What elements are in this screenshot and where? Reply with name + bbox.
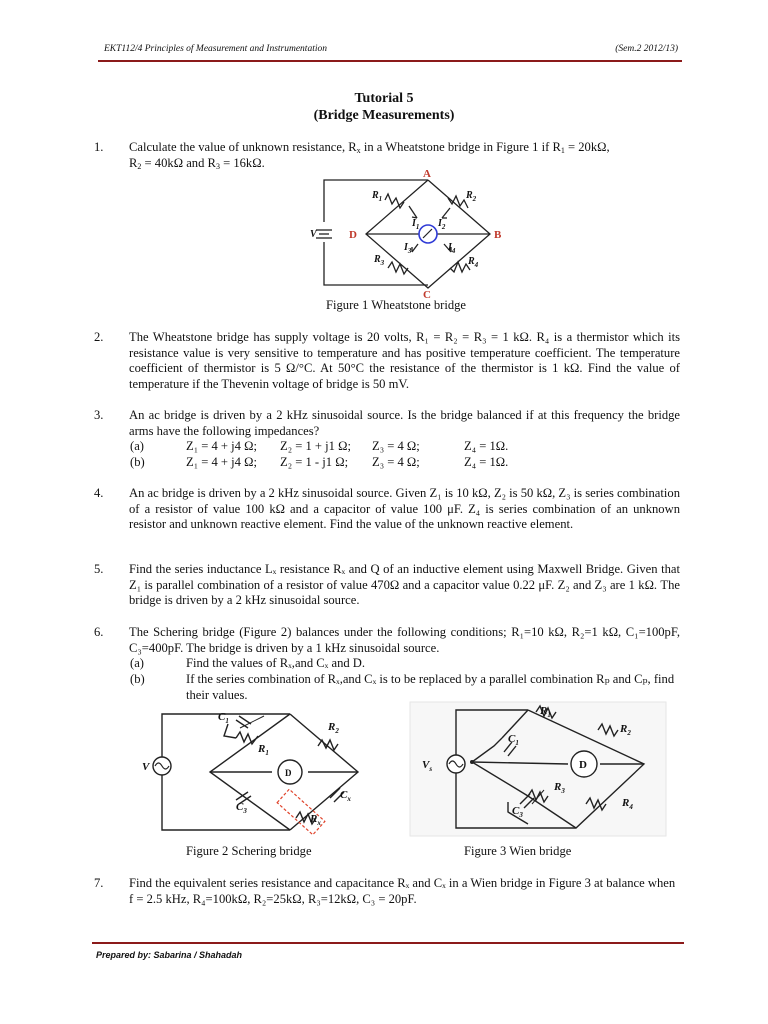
r2-label: R — [328, 721, 336, 733]
svg-text:R4: $R_4$ — [468, 256, 479, 269]
figure-1-wheatstone-bridge — [308, 170, 520, 302]
c1-label: C — [218, 711, 226, 723]
question-number: 1. — [94, 140, 104, 154]
question-5 — [94, 562, 680, 609]
r1-label: R — [372, 190, 379, 201]
question-7 — [94, 876, 680, 907]
q6-part-a-label: (a) — [130, 656, 144, 670]
r4-label: R — [622, 797, 630, 809]
svg-text:R3: $R_3$ — [374, 254, 385, 267]
svg-text:R1: $R_1$ — [540, 705, 551, 719]
c3-label: C — [512, 805, 520, 817]
question-4 — [94, 486, 680, 533]
question-3 — [94, 408, 680, 439]
i4-label: I — [448, 242, 452, 253]
semester-label: (Sem.2 2012/13) — [615, 44, 678, 54]
svg-text:R2: $R_2$ — [328, 721, 339, 735]
q6-part-b-text: If the series combination of Rₓ,and Cₓ is to be replaced by a parallel combination Rₚ and Cₚ, find their values. — [186, 672, 675, 702]
node-a-label: A — [423, 170, 431, 180]
question-text: Calculate the value of unknown resistance, $R_x$ in a Wheatstone bridge in Figure 1 if $R_1 = 20k\Omega$, $R_2 = 40k\Omega$ and $R_3 = 16k\Omega$. — [129, 140, 610, 171]
detector-label: D — [285, 768, 292, 778]
figure-1-caption: Figure 1 Wheatstone bridge — [326, 298, 467, 312]
node-b-label: B — [494, 229, 502, 241]
question-1 — [94, 140, 680, 171]
r4-label: R — [468, 256, 475, 267]
cx-label: C — [340, 789, 348, 801]
course-title: EKT112/4 Principles of Measurement and Instrumentation — [104, 44, 327, 54]
question-2 — [94, 330, 680, 392]
question-number: 7. — [94, 876, 104, 890]
question-text: The Wheatstone bridge has supply voltage is 20 volts, R₁ = R₂ = R₃ = 1 kΩ. R₄ is a thermistor which its resistance value is very sensitive to temperature and has positive temperature coefficient. The temperature coefficient of thermistor is 5 Ω/°C. At 50°C the resistance of the thermistor is 1 kΩ. Find the value of temperature if the Thevenin voltage of bridge is 50 mV. — [129, 330, 680, 391]
question-number: 2. — [94, 330, 104, 344]
title-line-2: (Bridge Measurements) — [313, 108, 455, 123]
tutorial-title — [0, 90, 768, 124]
c1-label: C — [508, 733, 516, 745]
i2-label: I — [438, 218, 442, 229]
q6-part-a-text: Find the values of Rₓ,and Cₓ and D. — [186, 656, 366, 670]
r3-label: R — [374, 254, 381, 265]
source-label: V — [142, 761, 150, 773]
r1-label: R — [258, 743, 266, 755]
svg-text:Cx: $C_x$ — [340, 789, 351, 803]
svg-text:R2: $R_2$ — [466, 190, 477, 203]
header-divider — [98, 60, 682, 62]
svg-text:I1: $I_1$ — [412, 218, 420, 231]
page-header — [98, 44, 678, 58]
i1-label: I — [412, 218, 416, 229]
question-6 — [94, 625, 680, 656]
question-number: 3. — [94, 408, 104, 422]
r2-label: R — [466, 190, 473, 201]
footer-prepared-by: Prepared by: Sabarina / Shahadah — [96, 950, 243, 960]
question-text: Find the equivalent series resistance and capacitance Rₓ and Cₓ in a Wien bridge in Figure 3 at balance when f = 2.5 kHz, R₄=100kΩ, R₂=25kΩ, R₃=12kΩ, C₃ = 20pF. — [129, 876, 676, 906]
svg-text:R2: $R_2$ — [620, 723, 631, 737]
question-text: The Schering bridge (Figure 2) balances under the following conditions; R₁=10 kΩ, R₂=1 kΩ, C₁=100pF, C₃=400pF. The bridge is driven by a 1 kHz sinusoidal source. — [129, 625, 680, 655]
q6-part-b-label: (b) — [130, 672, 145, 686]
question-text: An ac bridge is driven by a 2 kHz sinusoidal source. Is the bridge balanced if at this frequency the bridge arms have the following impedances? — [129, 408, 680, 438]
c3-label: C — [236, 801, 244, 813]
figure-2-caption: Figure 2 Schering bridge — [186, 844, 312, 858]
svg-text:R1: $R_1$ — [258, 743, 269, 757]
svg-text:Rx: $R_x$ — [310, 813, 321, 827]
svg-text:R1: $R_1$ — [372, 190, 383, 203]
figure-3-caption: Figure 3 Wien bridge — [464, 844, 572, 858]
rx-label: R — [310, 813, 318, 825]
svg-text:C1: $C_1$ — [508, 733, 519, 747]
svg-text:I3: $I_3$ — [404, 242, 412, 255]
r2-label: R — [620, 723, 628, 735]
svg-text:R4: $R_4$ — [622, 797, 633, 811]
r1-label: R — [540, 705, 548, 717]
svg-text:C3: $C_3$ — [512, 805, 523, 819]
question-text: An ac bridge is driven by a 2 kHz sinusoidal source. Given Z₁ is 10 kΩ, Z₂ is 50 kΩ, Z₃ is series combination of a resistor of value 100 kΩ and a capacitor of value 100 μF. Z₄ is series combination of an unknown resistor and unknown reactive element. Find the value of the unknown reactive element. — [129, 486, 680, 531]
node-c-label: C — [423, 289, 431, 301]
i3-label: I — [404, 242, 408, 253]
svg-text:I2: $I_2$ — [438, 218, 446, 231]
question-number: 4. — [94, 486, 104, 500]
figure-2-schering-bridge — [140, 706, 370, 838]
svg-text:R3: $R_3$ — [554, 781, 565, 795]
detector-label: D — [579, 759, 587, 771]
footer-divider — [92, 942, 684, 944]
question-number: 6. — [94, 625, 104, 639]
source-label: V — [422, 759, 430, 771]
figure-3-wien-bridge — [408, 700, 668, 838]
svg-text:C1: $C_1$ — [218, 711, 229, 725]
question-text: Find the series inductance Lₓ resistance Rₓ and Q of an inductive element using Maxwell Bridge. Given that Z₁ is parallel combination of a resistor of value 470Ω and a capacitor value 0.22 μF. Z₂ and Z₃ are 1 kΩ. The bridge is driven by a 2 kHz sinusoidal source. — [129, 562, 680, 607]
source-label: V — [310, 229, 317, 240]
svg-text:Vs: $V_s$ — [422, 759, 433, 773]
r3-label: R — [554, 781, 562, 793]
question-number: 5. — [94, 562, 104, 576]
svg-text:C3: $C_3$ — [236, 801, 247, 815]
node-d-label: D — [349, 229, 357, 241]
svg-text:I4: $I_4$ — [448, 242, 456, 255]
title-line-1: Tutorial 5 — [354, 91, 414, 106]
